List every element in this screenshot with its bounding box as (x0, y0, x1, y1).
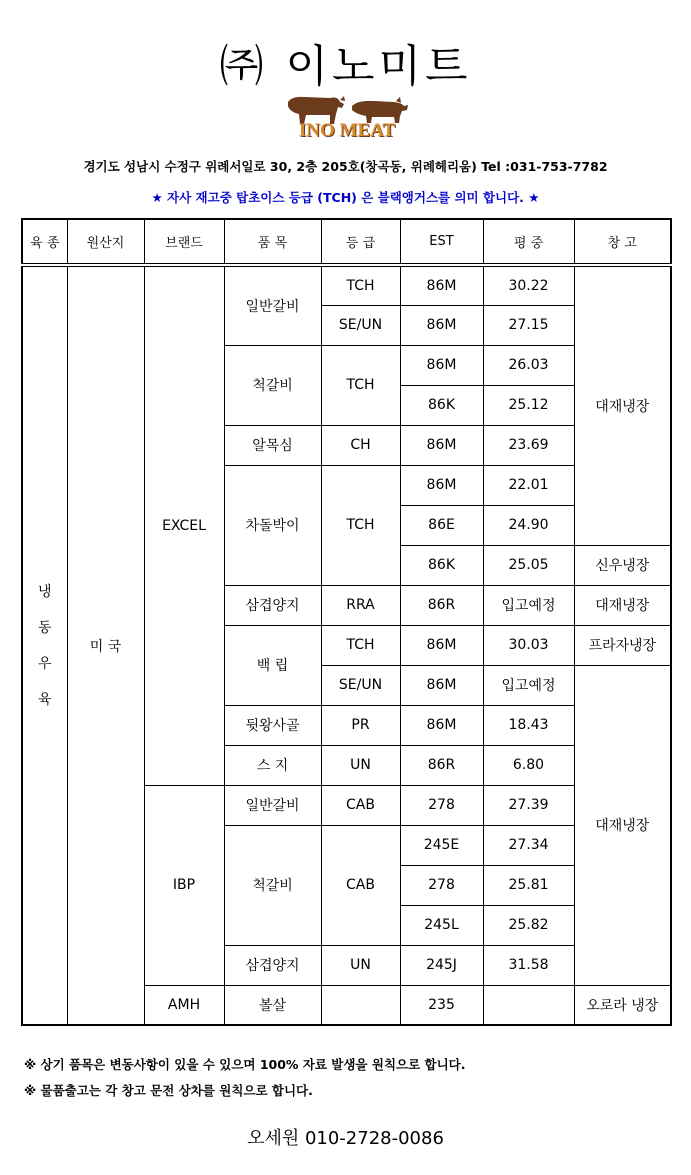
footnote-shipping-notice: ※ 물품출고는 각 창고 문전 상차를 원칙으로 합니다. (24, 1083, 313, 1098)
item-cell: 척갈비 (224, 345, 321, 425)
contact-info: 오세원 010-2728-0086 (247, 1128, 444, 1149)
grade-cell: CAB (321, 785, 400, 825)
est-cell: 86K (400, 545, 483, 585)
item-cell: 삼겹양지 (224, 585, 321, 625)
weight-cell: 31.58 (483, 945, 574, 985)
warehouse-cell: 대재냉장 (574, 585, 671, 625)
company-title: ㈜ 이노미트 (219, 41, 472, 92)
grade-cell: UN (321, 945, 400, 985)
grade-cell: SE/UN (321, 305, 400, 345)
weight-cell: 25.81 (483, 865, 574, 905)
est-cell: 86M (400, 265, 483, 305)
header-brand: 브랜드 (144, 219, 224, 265)
warehouse-cell: 프라자냉장 (574, 625, 671, 665)
item-cell: 차돌박이 (224, 465, 321, 585)
logo-text: INO MEAT (298, 120, 396, 141)
header-item: 품 목 (224, 219, 321, 265)
item-cell: 뒷왕사골 (224, 705, 321, 745)
weight-cell: 22.01 (483, 465, 574, 505)
brand-cell: EXCEL (144, 265, 224, 785)
item-cell: 일반갈비 (224, 785, 321, 825)
grade-cell: TCH (321, 265, 400, 305)
grade-cell: UN (321, 745, 400, 785)
brand-cell: AMH (144, 985, 224, 1025)
est-cell: 235 (400, 985, 483, 1025)
header-weight: 평 중 (483, 219, 574, 265)
item-cell: 알목심 (224, 425, 321, 465)
header-meat-type: 육 종 (22, 219, 67, 265)
grade-cell: RRA (321, 585, 400, 625)
grade-cell: SE/UN (321, 665, 400, 705)
weight-cell: 26.03 (483, 345, 574, 385)
warehouse-cell: 대재냉장 (574, 265, 671, 545)
footnote-change-notice: ※ 상기 품목은 변동사항이 있을 수 있으며 100% 자료 발생을 원칙으로 합니다. (24, 1057, 466, 1072)
est-cell: 278 (400, 865, 483, 905)
weight-cell: 30.03 (483, 625, 574, 665)
weight-cell: 27.34 (483, 825, 574, 865)
est-cell: 245J (400, 945, 483, 985)
tch-notice: ★ 자사 재고중 탑초이스 등급 (TCH) 은 블랙앵거스를 의미 합니다. ★ (151, 190, 540, 205)
inventory-table (21, 218, 672, 1026)
header-grade: 등 급 (321, 219, 400, 265)
item-cell: 척갈비 (224, 825, 321, 945)
header-warehouse: 창 고 (574, 219, 671, 265)
grade-cell: CAB (321, 825, 400, 945)
weight-cell: 18.43 (483, 705, 574, 745)
est-cell: 86M (400, 305, 483, 345)
item-cell: 볼살 (224, 985, 321, 1025)
header-origin: 원산지 (67, 219, 144, 265)
header-est: EST (400, 219, 483, 265)
item-cell: 일반갈비 (224, 265, 321, 345)
est-cell: 278 (400, 785, 483, 825)
est-cell: 86M (400, 705, 483, 745)
weight-cell: 25.12 (483, 385, 574, 425)
weight-cell (483, 985, 574, 1025)
est-cell: 86M (400, 465, 483, 505)
weight-cell: 6.80 (483, 745, 574, 785)
brand-cell: IBP (144, 785, 224, 985)
warehouse-cell: 신우냉장 (574, 545, 671, 585)
item-cell: 백 립 (224, 625, 321, 705)
origin-cell: 미 국 (67, 265, 144, 1025)
est-cell: 86R (400, 745, 483, 785)
grade-cell: TCH (321, 625, 400, 665)
est-cell: 86E (400, 505, 483, 545)
meat-type-cell: 냉 동 우 육 (22, 265, 67, 1025)
weight-cell: 27.39 (483, 785, 574, 825)
est-cell: 245L (400, 905, 483, 945)
weight-cell: 23.69 (483, 425, 574, 465)
weight-cell: 27.15 (483, 305, 574, 345)
warehouse-cell: 대재냉장 (574, 665, 671, 985)
weight-cell: 25.82 (483, 905, 574, 945)
grade-cell: TCH (321, 345, 400, 425)
est-cell: 86M (400, 425, 483, 465)
weight-cell: 입고예정 (483, 585, 574, 625)
grade-cell (321, 985, 400, 1025)
est-cell: 86K (400, 385, 483, 425)
weight-cell: 24.90 (483, 505, 574, 545)
table-header-row (22, 219, 671, 265)
weight-cell: 입고예정 (483, 665, 574, 705)
item-cell: 삼겹양지 (224, 945, 321, 985)
est-cell: 86R (400, 585, 483, 625)
company-address: 경기도 성남시 수정구 위례서일로 30, 2층 205호(창곡동, 위례헤리움) Tel :031-753-7782 (83, 159, 608, 174)
item-cell: 스 지 (224, 745, 321, 785)
warehouse-cell: 오로라 냉장 (574, 985, 671, 1025)
weight-cell: 30.22 (483, 265, 574, 305)
table-row (22, 265, 671, 305)
grade-cell: CH (321, 425, 400, 465)
logo (282, 92, 412, 142)
est-cell: 245E (400, 825, 483, 865)
grade-cell: PR (321, 705, 400, 745)
est-cell: 86M (400, 625, 483, 665)
est-cell: 86M (400, 345, 483, 385)
weight-cell: 25.05 (483, 545, 574, 585)
grade-cell: TCH (321, 465, 400, 585)
est-cell: 86M (400, 665, 483, 705)
